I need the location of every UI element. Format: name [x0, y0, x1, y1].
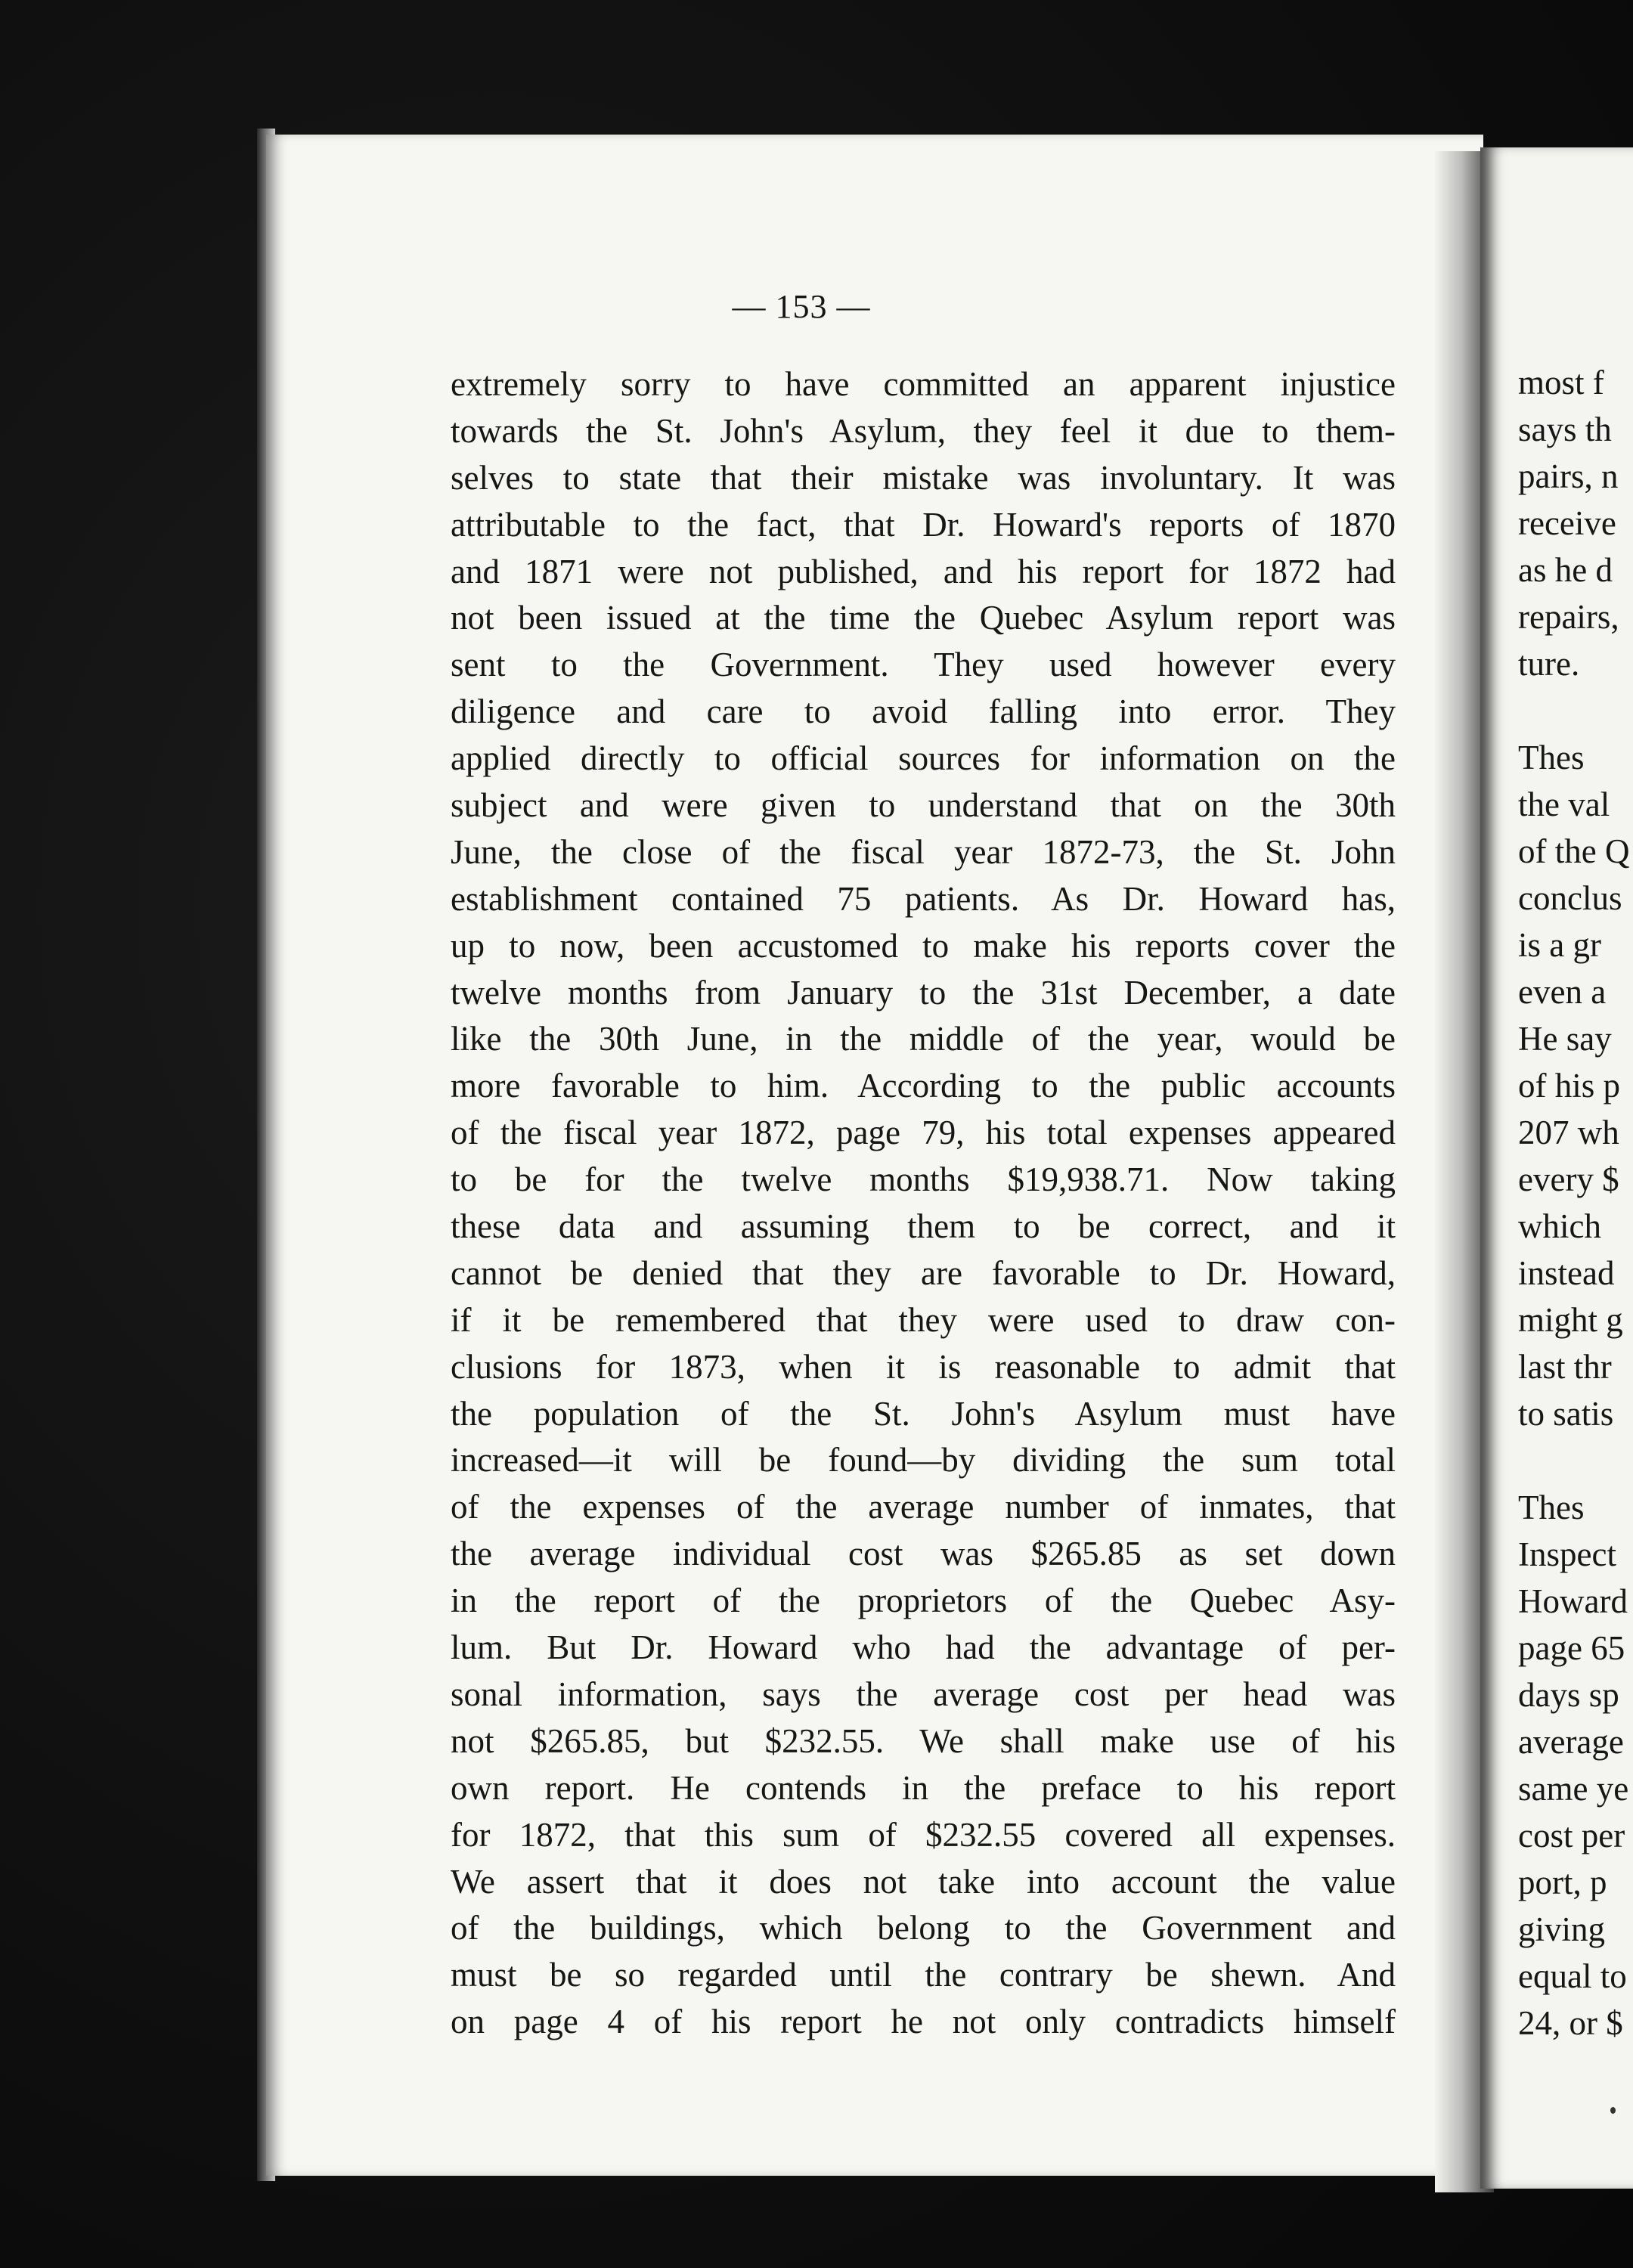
- text-fragment: receive: [1518, 504, 1616, 542]
- text-line: in the report of the proprietors of the Quebec Asy-: [451, 1582, 1396, 1620]
- text-fragment: every $: [1518, 1160, 1619, 1198]
- text-line: up to now, been accustomed to make his reports cover the: [451, 926, 1396, 965]
- text-fragment: is a gr: [1518, 926, 1601, 964]
- text-line: must be so regarded until the contrary be shewn. And: [451, 1956, 1396, 1994]
- paragraph-gap: [1518, 1437, 1633, 1484]
- text-line: of the buildings, which belong to the Government and: [451, 1909, 1396, 1947]
- text-line: clusions for 1873, when it is reasonable to admit that: [451, 1347, 1396, 1386]
- text-line: sonal information, says the average cost per head was: [451, 1675, 1396, 1713]
- text-line: diligence and care to avoid falling into error. They: [451, 692, 1396, 731]
- text-fragment: days sp: [1518, 1676, 1619, 1714]
- text-line: We assert that it does not take into account the value: [451, 1862, 1396, 1901]
- text-fragment: average: [1518, 1723, 1624, 1761]
- text-line: of the fiscal year 1872, page 79, his total expenses appeared: [451, 1114, 1396, 1152]
- text-line: increased—it will be found—by dividing the sum total: [451, 1441, 1396, 1479]
- text-line: not $265.85, but $232.55. We shall make use of his: [451, 1721, 1396, 1760]
- text-line: lum. But Dr. Howard who had the advantage of per-: [451, 1628, 1396, 1667]
- text-line: if it be remembered that they were used to draw con-: [451, 1300, 1396, 1339]
- ink-speck: [1610, 2107, 1616, 2114]
- text-fragment: 24, or $: [1518, 2004, 1623, 2042]
- text-fragment: He say: [1518, 1020, 1612, 1058]
- text-line: to be for the twelve months $19,938.71. Now taking: [451, 1160, 1396, 1199]
- text-line: more favorable to him. According to the public accounts: [451, 1067, 1396, 1105]
- text-line: establishment contained 75 patients. As Dr. Howard has,: [451, 879, 1396, 918]
- page-number-label: — 153 —: [732, 288, 871, 325]
- text-fragment: Thes: [1518, 1489, 1585, 1526]
- text-fragment: says th: [1518, 411, 1612, 448]
- page-number: [0, 287, 1633, 326]
- text-line: selves to state that their mistake was involuntary. It was: [451, 458, 1396, 497]
- text-fragment: which: [1518, 1207, 1601, 1245]
- text-fragment: might g: [1518, 1301, 1623, 1339]
- text-fragment: 207 wh: [1518, 1114, 1619, 1151]
- text-fragment: conclus: [1518, 879, 1622, 917]
- text-fragment: the val: [1518, 785, 1610, 823]
- text-line: own report. He contends in the preface to his report: [451, 1768, 1396, 1807]
- right-page: [1480, 147, 1633, 2189]
- text-line: applied directly to official sources for information on the: [451, 739, 1396, 778]
- text-fragment: Inspect: [1518, 1535, 1616, 1573]
- text-line: sent to the Government. They used however every: [451, 646, 1396, 684]
- text-fragment: Thes: [1518, 739, 1585, 776]
- text-fragment: same ye: [1518, 1770, 1629, 1808]
- text-fragment: even a: [1518, 973, 1607, 1011]
- text-fragment: to satis: [1518, 1395, 1614, 1433]
- right-page-text: [1518, 359, 1633, 2046]
- text-fragment: equal to: [1518, 1957, 1627, 1995]
- text-line: subject and were given to understand that on the 30th: [451, 786, 1396, 825]
- text-fragment: port, p: [1518, 1864, 1607, 1901]
- text-line: for 1872, that this sum of $232.55 covered all expenses.: [451, 1815, 1396, 1854]
- text-fragment: of his p: [1518, 1067, 1620, 1105]
- text-line: June, the close of the fiscal year 1872-73, the St. John: [451, 832, 1396, 871]
- text-fragment: repairs,: [1518, 598, 1619, 636]
- text-line: and 1871 were not published, and his report for 1872 had: [451, 552, 1396, 590]
- text-fragment: most f: [1518, 364, 1604, 401]
- text-line: of the expenses of the average number of inmates, that: [451, 1488, 1396, 1526]
- text-line: not been issued at the time the Quebec Asylum report was: [451, 599, 1396, 637]
- text-line: extremely sorry to have committed an apparent injustice: [451, 365, 1396, 403]
- text-fragment: pairs, n: [1518, 457, 1619, 495]
- text-line: cannot be denied that they are favorable to Dr. Howard,: [451, 1253, 1396, 1292]
- text-fragment: giving: [1518, 1910, 1606, 1948]
- text-fragment: Howard: [1518, 1582, 1628, 1620]
- left-page-body: [451, 361, 1396, 2046]
- text-fragment: as he d: [1518, 551, 1613, 589]
- text-line: these data and assuming them to be correct, and it: [451, 1207, 1396, 1246]
- text-fragment: instead: [1518, 1254, 1615, 1292]
- text-fragment: of the Q: [1518, 832, 1630, 870]
- text-line: on page 4 of his report he not only contradicts himself: [451, 2003, 1396, 2041]
- text-fragment: ture.: [1518, 645, 1580, 683]
- text-fragment: cost per: [1518, 1817, 1625, 1854]
- text-line: the population of the St. John's Asylum must have: [451, 1394, 1396, 1433]
- text-line: like the 30th June, in the middle of the year, would be: [451, 1020, 1396, 1058]
- text-line: twelve months from January to the 31st December, a date: [451, 973, 1396, 1012]
- text-line: the average individual cost was $265.85 as set down: [451, 1535, 1396, 1573]
- paragraph-gap: [1518, 687, 1633, 734]
- text-fragment: page 65: [1518, 1629, 1625, 1667]
- text-line: attributable to the fact, that Dr. Howard's reports of 1870: [451, 505, 1396, 544]
- text-line: towards the St. John's Asylum, they feel it due to them-: [451, 411, 1396, 450]
- text-fragment: last thr: [1518, 1348, 1612, 1386]
